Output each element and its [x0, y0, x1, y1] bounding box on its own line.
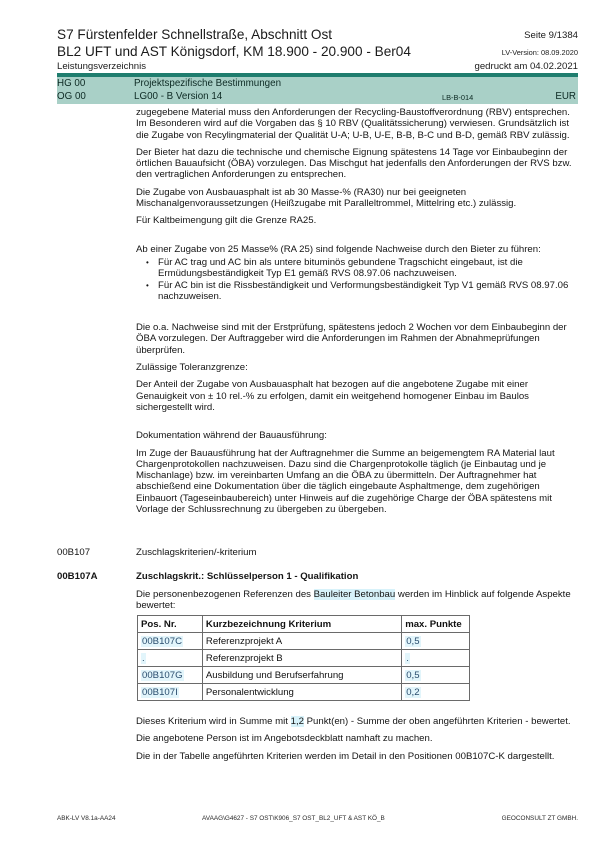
total-points: 1,2	[290, 716, 304, 727]
highlighted-role: Bauleiter Betonbau	[313, 589, 396, 600]
position-label: Zuschlagskriterien/-kriterium	[136, 547, 257, 558]
column-header: Kurzbezeichnung Kriterium	[202, 616, 401, 633]
paragraph: Im Zuge der Bauausführung hat der Auftragnehmer die Summe an beigemengtem RA Material laut Chargenprotokollen nachzuweisen. Dazu sind die Chargenprotokolle täglich (je Einbautag und je Mischanlage) bzw. im vereinbarten Umfang an die ÖBA zu übermitteln. Der Auftragnehmer hat abschießend eine Dokumentation über die täglich eingebaute Asphaltmenge, dem zugehörigen Einbauort (Tageseinbaubereich) unter Hinweis auf die zugehörige Charge der ÖBA spätestens mit Vorlage der Schlussrechnung zu übergeben zu übergeben.	[136, 447, 555, 516]
footer-company: GEOCONSULT ZT GMBH.	[501, 815, 578, 822]
hg-code: HG 00	[57, 78, 86, 89]
paragraph: Für Kaltbeimengung gilt die Grenze RA25.	[136, 215, 317, 227]
project-title-line1: S7 Fürstenfelder Schnellstraße, Abschnitt Ost	[57, 27, 333, 42]
group-band	[57, 77, 578, 104]
og-code: OG 00	[57, 91, 86, 102]
requirements-list	[136, 257, 580, 302]
criterion-name: Referenzprojekt A	[202, 633, 401, 650]
max-points: .	[402, 650, 470, 667]
project-title-line2: BL2 UFT und AST Königsdorf, KM 18.900 - 20.900 - Ber04	[57, 44, 411, 59]
list-item: • Für AC trag und AC bin als untere bituminös gebundene Tragschicht eingebaut, ist die Ermüdungsbeständigkeit Typ E1 gemäß RVS 08.97.06 nachzuweisen.	[158, 257, 580, 280]
text: Dieses Kriterium wird in Summe mit	[136, 716, 291, 727]
max-points: 0,2	[402, 684, 470, 701]
paragraph: Dokumentation während der Bauausführung:	[136, 430, 327, 442]
paragraph: Der Bieter hat dazu die technische und chemische Eignung spätestens 14 Tage vor Einbaubeginn der örtlichen Bauaufsicht (ÖBA) vorzulegen. Das Mischgut hat jedenfalls den Anforderungen der RVS bzw. den vertraglichen Anforderungen zu entsprechen.	[136, 146, 572, 181]
paragraph: Die angebotene Person ist im Angebotsdeckblatt namhaft zu machen.	[136, 733, 433, 745]
position-link[interactable]: .	[138, 650, 203, 667]
lv-version: LV-Version: 08.09.2020	[501, 48, 578, 57]
page-number: Seite 9/1384	[524, 30, 578, 41]
position-link[interactable]: 00B107I	[138, 684, 203, 701]
document-type: Leistungsverzeichnis	[57, 61, 147, 72]
position-intro	[136, 589, 580, 618]
text: Punkt(en) - Summe der oben angeführten Kriterien - bewertet.	[303, 716, 571, 727]
table-row	[138, 633, 470, 650]
list-item: • Für AC bin ist die Rissbeständigkeit und Verformungsbeständigkeit Typ V1 gemäß RVS 08.97.06 nachzuweisen.	[158, 280, 580, 303]
criteria-table	[137, 615, 470, 701]
text: Die personenbezogenen Referenzen des	[136, 589, 314, 600]
position-code: 00B107	[57, 547, 91, 558]
table-row	[138, 684, 470, 701]
position-label: Zuschlagskrit.: Schlüsselperson 1 - Qualifikation	[136, 571, 359, 582]
paragraph: Zulässige Toleranzgrenze:	[136, 362, 248, 374]
footer-file: AVAAG\G4627 - S7 OST\K906_S7 OST_BL2_UFT & AST KÖ_B	[202, 815, 385, 822]
text: werden im Hinblick auf folgende Aspekte bewertet:	[136, 589, 571, 612]
criterion-name: Referenzprojekt B	[202, 650, 401, 667]
column-header: Pos. Nr.	[138, 616, 203, 633]
og-label: LG00 - B Version 14	[134, 91, 223, 102]
table-row	[138, 667, 470, 684]
position-closing	[136, 716, 580, 768]
hg-label: Projektspezifische Bestimmungen	[134, 78, 282, 89]
paragraph: Die o.a. Nachweise sind mit der Erstprüfung, spätestens jedoch 2 Wochen vor dem Einbaubeginn der ÖBA vorzulegen. Der Auftraggeber wird die Anforderungen im Rahmen der Abnahmeprüfungen überprüfen.	[136, 322, 567, 356]
max-points: 0,5	[402, 633, 470, 650]
currency-label: EUR	[555, 91, 576, 102]
footer-software: ABK-LV V8.1a-AA24	[57, 815, 116, 822]
position-code: 00B107A	[57, 571, 98, 582]
criterion-name: Ausbildung und Berufserfahrung	[202, 667, 401, 684]
spec-text-block	[136, 107, 580, 521]
lb-code: LB-B-014	[442, 93, 474, 102]
paragraph: Der Anteil der Zugabe von Ausbauasphalt hat bezogen auf die angebotene Zugabe mit einer Genauigkeit von ± 10 rel.-% zu erfolgen, damit ein weitgehend homogener Einbau im Baulos sichergestellt wird.	[136, 379, 529, 413]
column-header: max. Punkte	[402, 616, 470, 633]
position-link[interactable]: 00B107C	[138, 633, 203, 650]
table-row	[138, 650, 470, 667]
paragraph: Die in der Tabelle angeführten Kriterien werden im Detail in den Positionen 00B107C-K dargestellt.	[136, 750, 555, 762]
position-link[interactable]: 00B107G	[138, 667, 203, 684]
max-points: 0,5	[402, 667, 470, 684]
criterion-name: Personalentwicklung	[202, 684, 401, 701]
paragraph: Die Zugabe von Ausbauasphalt ist ab 30 Masse-% (RA30) nur bei geeigneten Mischanalgenvoraussetzungen (Heißzugabe mit Paralleltrommel, Mittelring etc.) zulässig.	[136, 186, 517, 210]
paragraph	[136, 716, 580, 727]
paragraph: Ab einer Zugabe von 25 Masse% (RA 25) sind folgende Nachweise durch den Bieter zu führen:	[136, 243, 541, 255]
paragraph	[136, 589, 580, 612]
printed-date: gedruckt am 04.02.2021	[474, 61, 578, 72]
table-header-row	[138, 616, 470, 633]
paragraph: zugegebene Material muss den Anforderungen der Recycling-Baustoffverordnung (RBV) entsprechen. Im Besonderen wird auf die Vorgaben das § 10 RBV (Qualitätssicherung) verwiesen. Grundsätzlich ist die Zugabe von Recylingmaterial der Qualität U-A; U-B, U-E, B-B, B-C und B-D, gemäß RBV zulässig.	[136, 107, 570, 141]
